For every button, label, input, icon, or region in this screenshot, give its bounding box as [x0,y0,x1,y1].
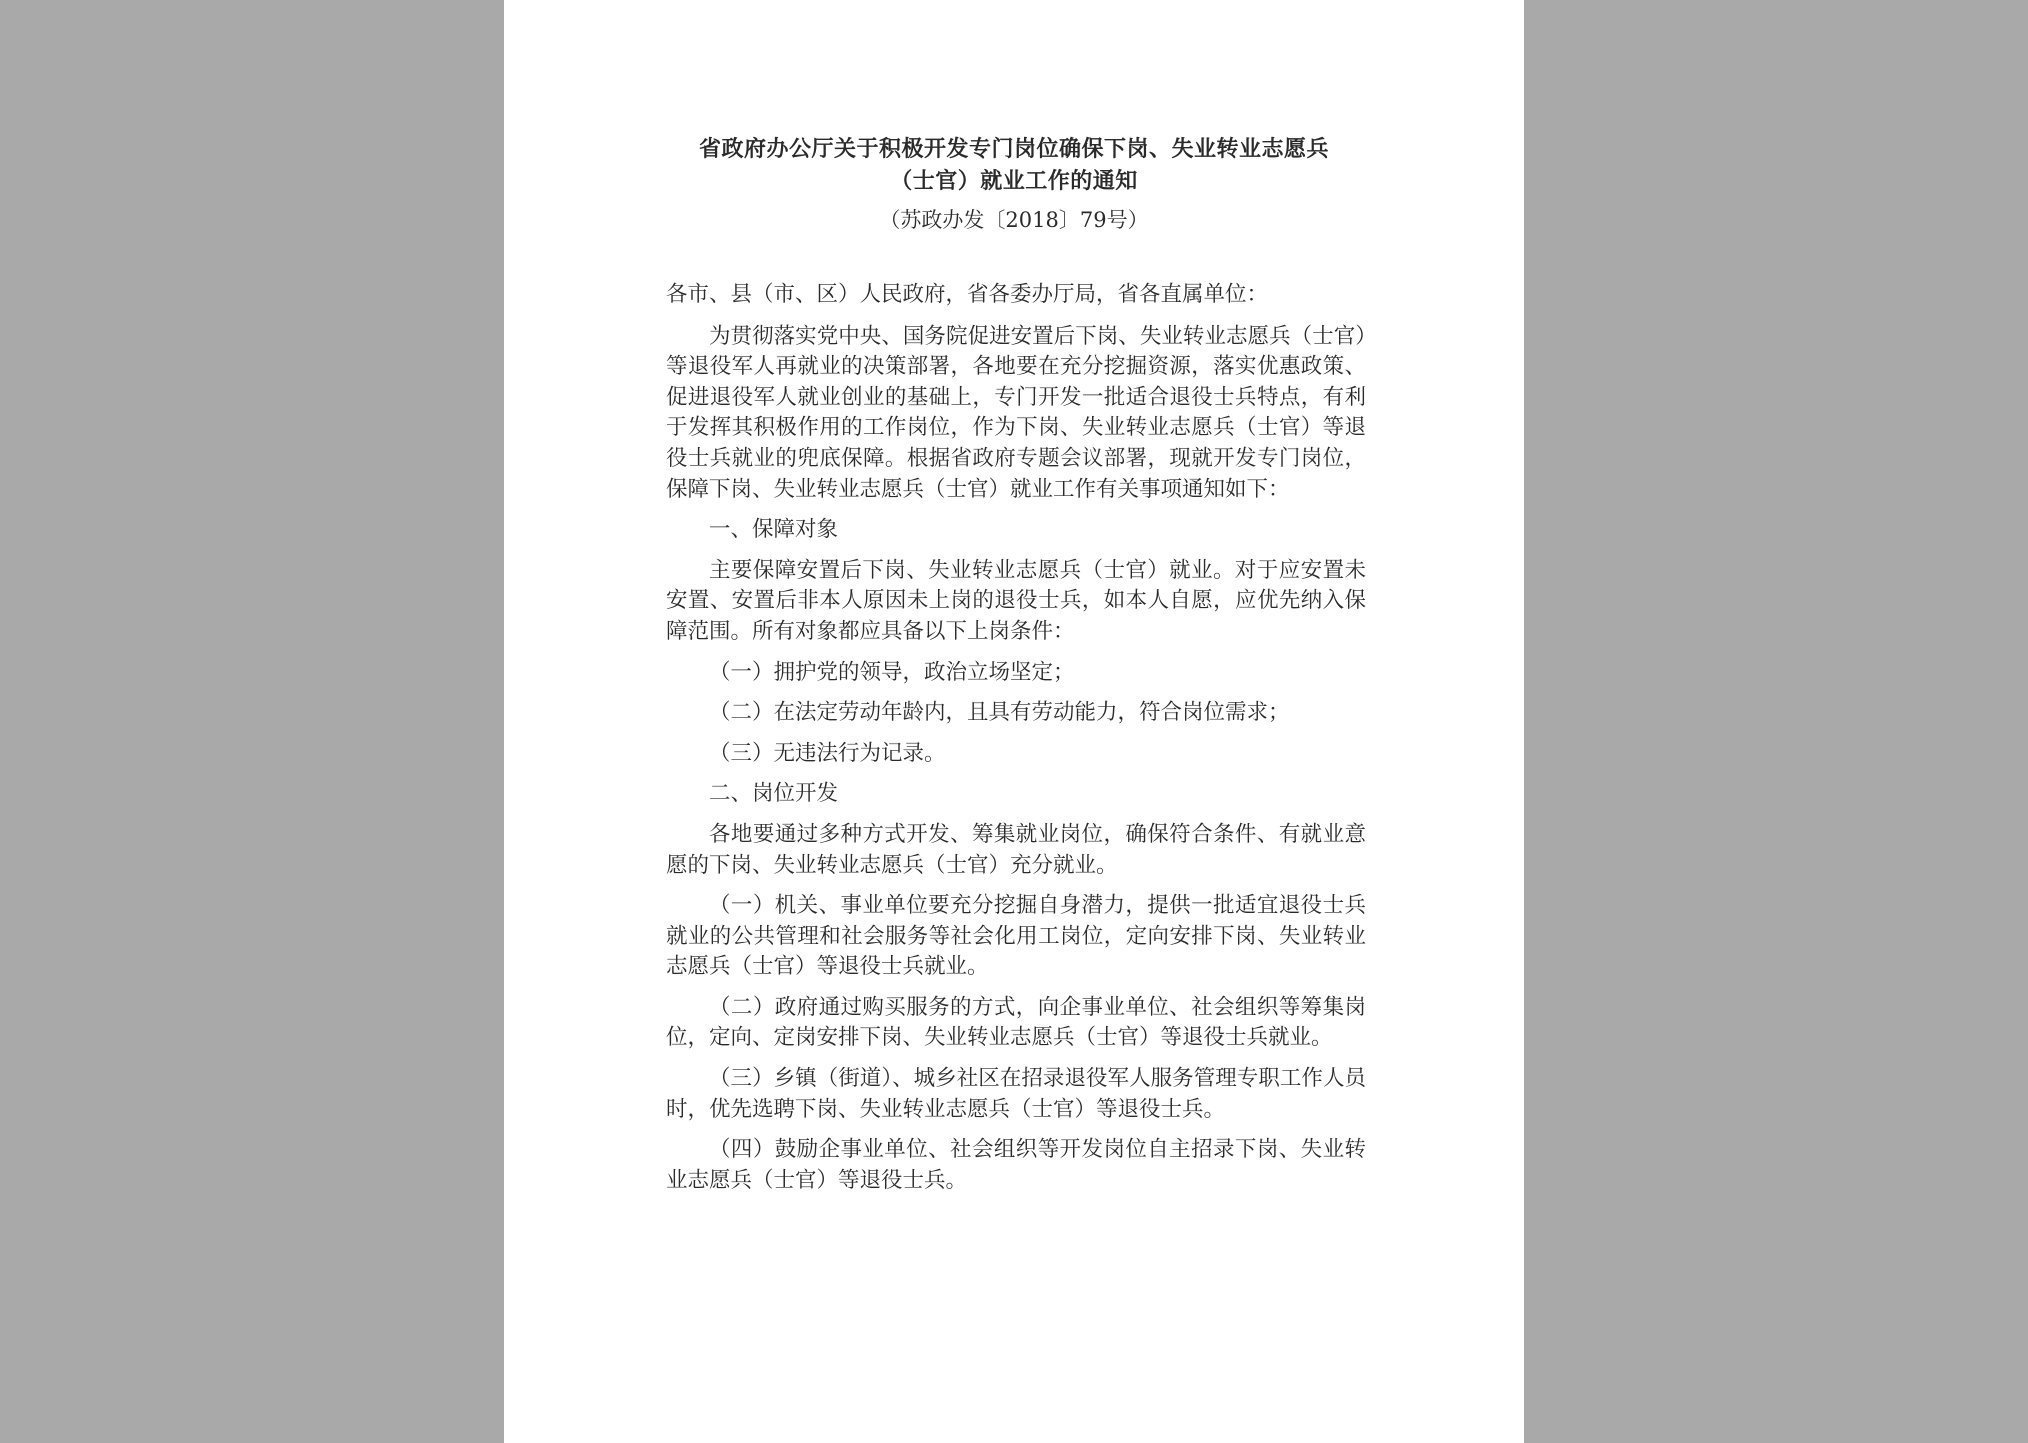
document-title-line-1: 省政府办公厅关于积极开发专门岗位确保下岗、失业转业志愿兵 [698,136,1329,162]
paragraph: 各地要通过多种方式开发、筹集就业岗位，确保符合条件、有就业意愿的下岗、失业转业志愿兵（士官）充分就业。 [666,821,1366,878]
list-item: （二）在法定劳动年龄内，且具有劳动能力，符合岗位需求； [709,700,1290,726]
document-page [504,0,1524,1443]
intro-paragraph: 为贯彻落实党中央、国务院促进安置后下岗、失业转业志愿兵（士官）等退役军人再就业的决策部署，各地要在充分挖掘资源，落实优惠政策、促进退役军人就业创业的基础上，专门开发一批适合退役士兵特点，有利于发挥其积极作用的工作岗位，作为下岗、失业转业志愿兵（士官）等退役士兵就业的兜底保障。根据省政府专题会议部署，现就开发专门岗位，保障下岗、失业转业志愿兵（士官）就业工作有关事项通知如下： [666,323,1366,502]
section-heading-1: 一、保障对象 [709,517,839,543]
list-item: （三）无违法行为记录。 [709,740,946,766]
list-item: （三）乡镇（街道）、城乡社区在招录退役军人服务管理专职工作人员时，优先选聘下岗、失业转业志愿兵（士官）等退役士兵。 [666,1066,1366,1122]
paragraph: 主要保障安置后下岗、失业转业志愿兵（士官）就业。对于应安置未安置、安置后非本人原因未上岗的退役士兵，如本人自愿，应优先纳入保障范围。所有对象都应具备以下上岗条件： [666,557,1366,644]
list-item: （一）机关、事业单位要充分挖掘自身潜力，提供一批适宜退役士兵就业的公共管理和社会服务等社会化用工岗位，定向安排下岗、失业转业志愿兵（士官）等退役士兵就业。 [666,893,1366,980]
section-heading-2: 二、岗位开发 [709,781,839,807]
addressee: 各市、县（市、区）人民政府，省各委办厅局，省各直属单位： [666,282,1269,307]
list-item: （四）鼓励企事业单位、社会组织等开发岗位自主招录下岗、失业转业志愿兵（士官）等退役士兵。 [666,1137,1366,1193]
list-item: （一）拥护党的领导，政治立场坚定； [709,659,1075,685]
document-title-line-2: （士官）就业工作的通知 [890,168,1138,194]
document-number: （苏政办发〔2018〕79号） [879,208,1149,232]
list-item: （二）政府通过购买服务的方式，向企事业单位、社会组织等筹集岗位，定向、定岗安排下岗、失业转业志愿兵（士官）等退役士兵就业。 [666,994,1366,1051]
document-body [666,280,1366,1196]
